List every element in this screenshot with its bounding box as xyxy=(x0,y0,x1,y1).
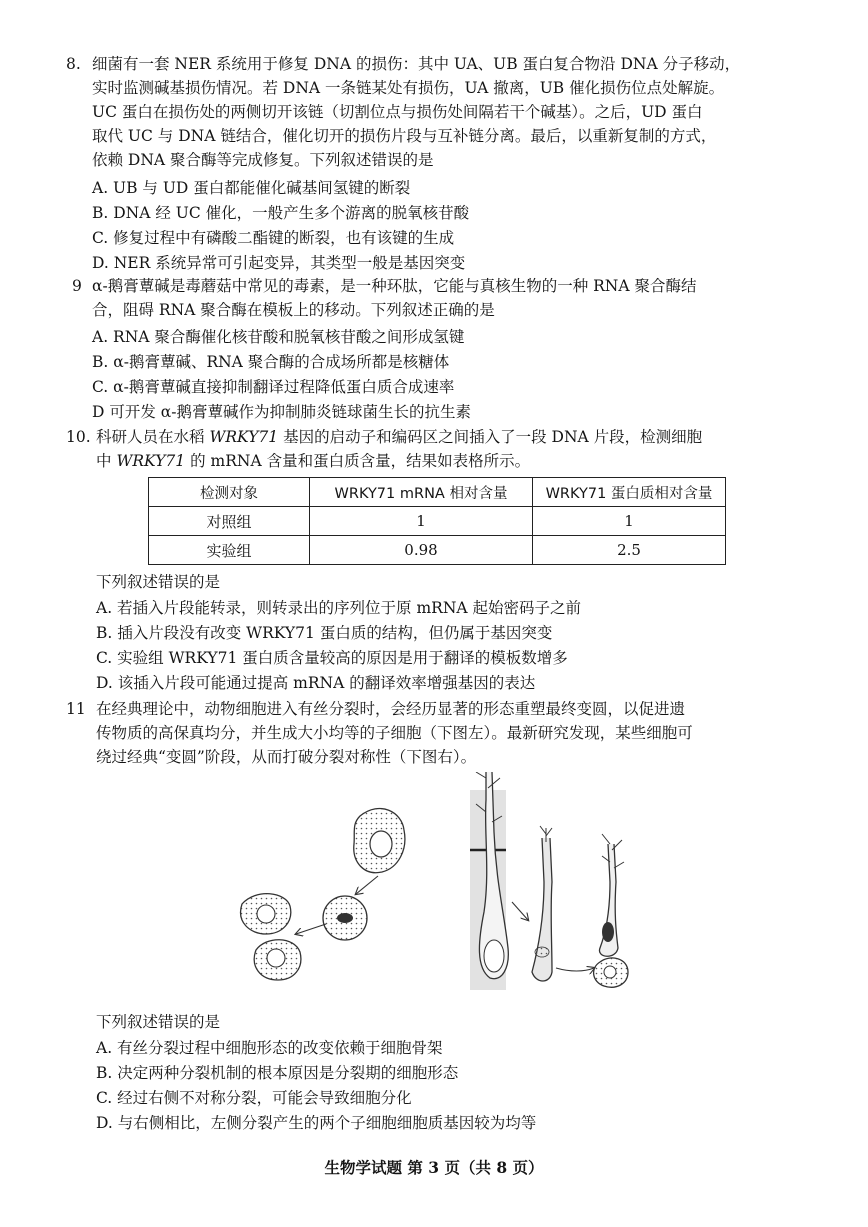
question-number: 8. xyxy=(66,55,81,73)
text-fragment: 基因的启动子和编码区之间插入了一段 DNA 片段，检测细胞 xyxy=(278,428,703,446)
table-header: WRKY71 mRNA 相对含量 xyxy=(310,478,533,507)
arrow xyxy=(296,924,326,934)
table-cell: 实验组 xyxy=(149,536,310,565)
option-b: B. 插入片段没有改变 WRKY71 蛋白质的结构，但仍属于基因突变 xyxy=(96,624,553,642)
option-c: C. 经过右侧不对称分裂，可能会导致细胞分化 xyxy=(96,1089,412,1107)
question-text-line: 取代 UC 与 DNA 链结合，催化切开的损伤片段与互补链分离。最后，以重新复制的方式， xyxy=(92,127,717,145)
option-a: A. RNA 聚合酶催化核苷酸和脱氧核苷酸之间形成氢键 xyxy=(92,328,465,346)
question-text-line: 实时监测碱基损伤情况。若 DNA 一条链某处有损伤，UA 撤离，UB 催化损伤位点处解旋。 xyxy=(92,79,725,97)
nucleus xyxy=(370,831,392,857)
question-text-line xyxy=(96,425,702,449)
question-text-line: 细菌有一套 NER 系统用于修复 DNA 的损伤：其中 UA、UB 蛋白复合物沿 DNA 分子移动， xyxy=(92,55,741,73)
option-d: D. 与右侧相比，左侧分裂产生的两个子细胞细胞质基因较为均等 xyxy=(96,1114,537,1132)
table-cell: 2.5 xyxy=(533,536,726,565)
question-text-line: 依赖 DNA 聚合酶等完成修复。下列叙述错误的是 xyxy=(92,151,434,169)
table-cell: 1 xyxy=(310,507,533,536)
asymmetric-division-diagram xyxy=(470,772,628,990)
question-text-line: UC 蛋白在损伤处的两侧切开该链（切割位点与损伤处间隔若干个碱基）。之后，UD 蛋白 xyxy=(92,103,703,121)
nucleus xyxy=(257,905,275,923)
question-text-line: 在经典理论中，动物细胞进入有丝分裂时，会经历显著的形态重塑最终变圆，以促进遗 xyxy=(96,700,686,718)
question-text-line xyxy=(96,449,530,473)
page-footer: 生物学试题 第 3 页（共 8 页） xyxy=(324,1158,544,1177)
option-a: A. UB 与 UD 蛋白都能催化碱基间氢键的断裂 xyxy=(92,179,411,197)
nucleus xyxy=(604,966,616,978)
question-stem: 下列叙述错误的是 xyxy=(96,573,221,591)
question-text-line: 传物质的高保真均分，并生成大小均等的子细胞（下图左）。最新研究发现，某些细胞可 xyxy=(96,724,693,742)
arrow xyxy=(512,902,528,920)
option-c: C. 实验组 WRKY71 蛋白质含量较高的原因是用于翻译的模板数增多 xyxy=(96,649,568,667)
question-text-line: 合，阻碍 RNA 聚合酶在模板上的移动。下列叙述正确的是 xyxy=(92,301,495,319)
option-a: A. 有丝分裂过程中细胞形态的改变依赖于细胞骨架 xyxy=(96,1039,443,1057)
option-d: D. 该插入片段可能通过提高 mRNA 的翻译效率增强基因的表达 xyxy=(96,674,536,692)
text-fragment: 科研人员在水稻 xyxy=(96,428,210,446)
gene-name: WRKY71 xyxy=(116,452,186,470)
text-fragment: 的 mRNA 含量和蛋白质含量，结果如表格所示。 xyxy=(185,452,531,470)
table-header: WRKY71 蛋白质相对含量 xyxy=(533,478,726,507)
arrow xyxy=(356,876,378,894)
table-row xyxy=(149,507,726,536)
option-c: C. 修复过程中有磷酸二酯键的断裂，也有该键的生成 xyxy=(92,229,455,247)
chromosomes xyxy=(535,947,549,957)
results-table xyxy=(148,477,726,565)
question-number: 9 xyxy=(72,277,82,295)
question-number: 10. xyxy=(66,428,91,446)
table-cell: 对照组 xyxy=(149,507,310,536)
nucleus xyxy=(484,940,504,972)
gene-name: WRKY71 xyxy=(209,428,279,446)
table-header-row xyxy=(149,478,726,507)
question-stem: 下列叙述错误的是 xyxy=(96,1013,221,1031)
question-text-line: α-鹅膏蕈碱是毒蘑菇中常见的毒素，是一种环肽，它能与真核生物的一种 RNA 聚合酶结 xyxy=(92,277,697,295)
question-number: 11 xyxy=(66,700,86,718)
question-text-line: 绕过经典“变圆”阶段，从而打破分裂对称性（下图右）。 xyxy=(96,748,477,766)
option-c: C. α-鹅膏蕈碱直接抑制翻译过程降低蛋白质合成速率 xyxy=(92,378,455,396)
option-b: B. 决定两种分裂机制的根本原因是分裂期的细胞形态 xyxy=(96,1064,459,1082)
text-fragment: 中 xyxy=(96,452,117,470)
nucleus xyxy=(267,949,285,967)
option-a: A. 若插入片段能转录，则转录出的序列位于原 mRNA 起始密码子之前 xyxy=(96,599,582,617)
arrow xyxy=(556,968,594,971)
table-cell: 1 xyxy=(533,507,726,536)
chromosomes xyxy=(602,922,614,942)
chromosomes xyxy=(337,913,353,923)
table-row xyxy=(149,536,726,565)
table-cell: 0.98 xyxy=(310,536,533,565)
option-b: B. DNA 经 UC 催化，一般产生多个游离的脱氧核苷酸 xyxy=(92,204,470,222)
dividing-cell xyxy=(532,838,552,981)
table-header: 检测对象 xyxy=(149,478,310,507)
option-b: B. α-鹅膏蕈碱、RNA 聚合酶的合成场所都是核糖体 xyxy=(92,353,450,371)
cell-division-figure xyxy=(230,772,630,997)
option-d: D 可开发 α-鹅膏蕈碱作为抑制肺炎链球菌生长的抗生素 xyxy=(92,403,471,421)
option-d: D. NER 系统异常可引起变异，其类型一般是基因突变 xyxy=(92,254,466,272)
symmetric-division-diagram xyxy=(241,809,405,980)
